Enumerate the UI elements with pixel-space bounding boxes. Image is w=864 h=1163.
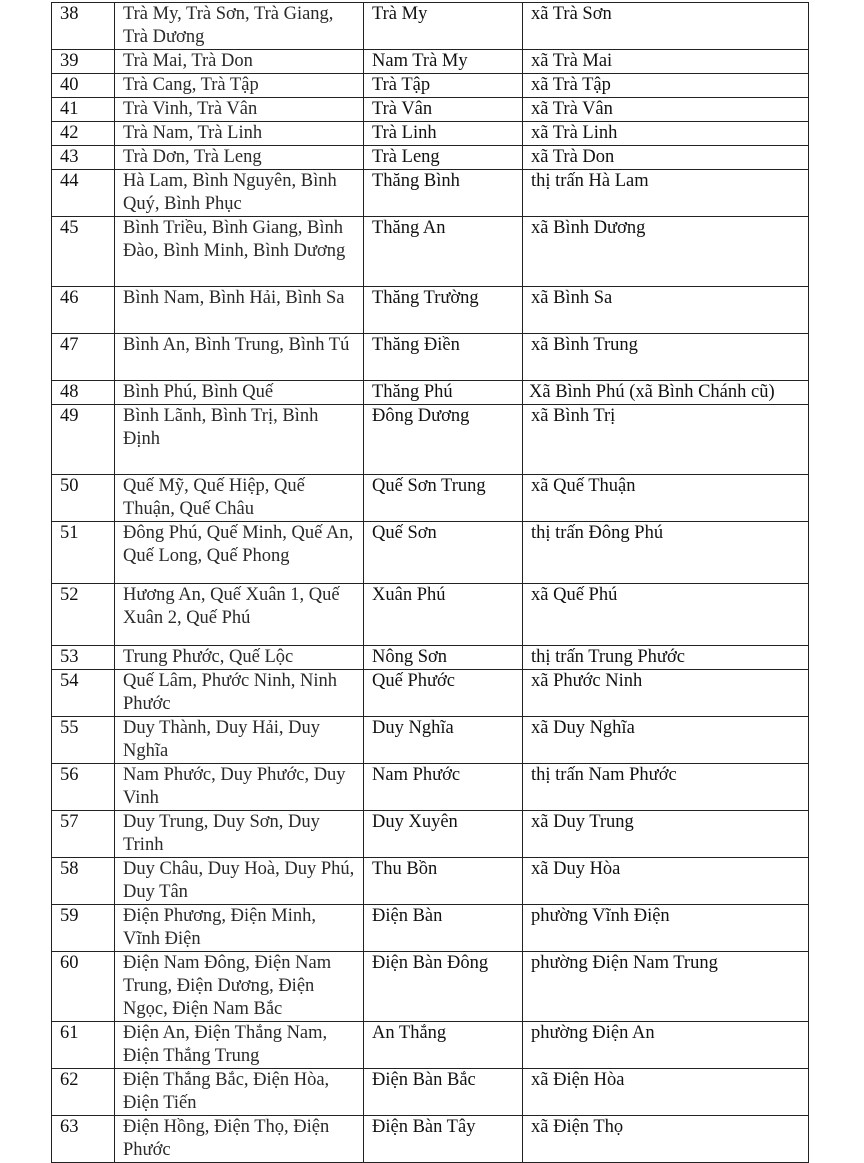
admin-seat: phường Vĩnh Điện (523, 905, 809, 952)
new-unit-name: Điện Bàn Đông (364, 952, 523, 1022)
new-unit-name: Điện Bàn Bắc (364, 1069, 523, 1116)
table-row (52, 217, 809, 287)
row-number: 41 (52, 98, 115, 122)
row-number: 43 (52, 146, 115, 170)
new-unit-name: Quế Sơn Trung (364, 475, 523, 522)
row-number: 46 (52, 287, 115, 334)
table-row (52, 98, 809, 122)
admin-seat: thị trấn Đông Phú (523, 522, 809, 584)
new-unit-name: Trà My (364, 3, 523, 50)
table-row (52, 122, 809, 146)
admin-seat: thị trấn Nam Phước (523, 764, 809, 811)
table-row (52, 3, 809, 50)
admin-seat: xã Duy Nghĩa (523, 717, 809, 764)
merged-communes: Đông Phú, Quế Minh, Quế An, Quế Long, Quế Phong (115, 522, 364, 584)
merged-communes: Trà My, Trà Sơn, Trà Giang, Trà Dương (115, 3, 364, 50)
new-unit-name: Thu Bồn (364, 858, 523, 905)
table-row (52, 170, 809, 217)
row-number: 50 (52, 475, 115, 522)
new-unit-name: Thăng Điền (364, 334, 523, 381)
table-row (52, 381, 809, 405)
new-unit-name: Trà Vân (364, 98, 523, 122)
row-number: 61 (52, 1022, 115, 1069)
new-unit-name: Nông Sơn (364, 646, 523, 670)
row-number: 52 (52, 584, 115, 646)
admin-seat: Xã Bình Phú (xã Bình Chánh cũ) (523, 381, 809, 405)
new-unit-name: Thăng Bình (364, 170, 523, 217)
new-unit-name: Thăng Trường (364, 287, 523, 334)
admin-seat: xã Quế Thuận (523, 475, 809, 522)
row-number: 47 (52, 334, 115, 381)
merged-communes: Trà Vinh, Trà Vân (115, 98, 364, 122)
table-row (52, 764, 809, 811)
table-row (52, 146, 809, 170)
table-row (52, 522, 809, 584)
new-unit-name: Điện Bàn (364, 905, 523, 952)
row-number: 51 (52, 522, 115, 584)
table-row (52, 1069, 809, 1116)
table-row (52, 905, 809, 952)
row-number: 39 (52, 50, 115, 74)
row-number: 58 (52, 858, 115, 905)
merged-communes: Trà Nam, Trà Linh (115, 122, 364, 146)
row-number: 54 (52, 670, 115, 717)
merged-communes: Hương An, Quế Xuân 1, Quế Xuân 2, Quế Phú (115, 584, 364, 646)
table-row (52, 1116, 809, 1163)
merged-communes: Điện Phương, Điện Minh, Vĩnh Điện (115, 905, 364, 952)
table-row (52, 1022, 809, 1069)
row-number: 56 (52, 764, 115, 811)
new-unit-name: Điện Bàn Tây (364, 1116, 523, 1163)
table-row (52, 50, 809, 74)
row-number: 38 (52, 3, 115, 50)
new-unit-name: Duy Nghĩa (364, 717, 523, 764)
admin-seat: phường Điện An (523, 1022, 809, 1069)
row-number: 53 (52, 646, 115, 670)
merged-communes: Quế Lâm, Phước Ninh, Ninh Phước (115, 670, 364, 717)
admin-seat: xã Điện Thọ (523, 1116, 809, 1163)
table-row (52, 584, 809, 646)
table-row (52, 334, 809, 381)
row-number: 62 (52, 1069, 115, 1116)
merged-communes: Nam Phước, Duy Phước, Duy Vinh (115, 764, 364, 811)
new-unit-name: Nam Phước (364, 764, 523, 811)
row-number: 60 (52, 952, 115, 1022)
row-number: 63 (52, 1116, 115, 1163)
admin-seat: xã Bình Trị (523, 405, 809, 475)
table-row (52, 670, 809, 717)
merged-communes: Điện Hồng, Điện Thọ, Điện Phước (115, 1116, 364, 1163)
table-row (52, 405, 809, 475)
admin-seat: phường Điện Nam Trung (523, 952, 809, 1022)
row-number: 44 (52, 170, 115, 217)
admin-seat: xã Duy Trung (523, 811, 809, 858)
admin-seat: xã Duy Hòa (523, 858, 809, 905)
row-number: 40 (52, 74, 115, 98)
table-row (52, 475, 809, 522)
merged-communes: Bình An, Bình Trung, Bình Tú (115, 334, 364, 381)
merged-communes: Bình Nam, Bình Hải, Bình Sa (115, 287, 364, 334)
table-row (52, 858, 809, 905)
row-number: 57 (52, 811, 115, 858)
new-unit-name: Thăng An (364, 217, 523, 287)
admin-seat: xã Trà Don (523, 146, 809, 170)
row-number: 42 (52, 122, 115, 146)
admin-seat: xã Trà Vân (523, 98, 809, 122)
merger-table (51, 2, 809, 1163)
new-unit-name: Trà Tập (364, 74, 523, 98)
row-number: 48 (52, 381, 115, 405)
merged-communes: Trà Cang, Trà Tập (115, 74, 364, 98)
merged-communes: Bình Phú, Bình Quế (115, 381, 364, 405)
new-unit-name: Quế Phước (364, 670, 523, 717)
new-unit-name: Trà Leng (364, 146, 523, 170)
merged-communes: Duy Thành, Duy Hải, Duy Nghĩa (115, 717, 364, 764)
table-row (52, 717, 809, 764)
admin-seat: xã Trà Mai (523, 50, 809, 74)
admin-seat: thị trấn Hà Lam (523, 170, 809, 217)
new-unit-name: Thăng Phú (364, 381, 523, 405)
new-unit-name: An Thắng (364, 1022, 523, 1069)
admin-seat: xã Điện Hòa (523, 1069, 809, 1116)
new-unit-name: Trà Linh (364, 122, 523, 146)
admin-seat: xã Trà Sơn (523, 3, 809, 50)
new-unit-name: Quế Sơn (364, 522, 523, 584)
merged-communes: Điện Thắng Bắc, Điện Hòa, Điện Tiến (115, 1069, 364, 1116)
row-number: 59 (52, 905, 115, 952)
admin-seat: thị trấn Trung Phước (523, 646, 809, 670)
admin-seat: xã Trà Linh (523, 122, 809, 146)
merged-communes: Bình Lãnh, Bình Trị, Bình Định (115, 405, 364, 475)
merged-communes: Điện Nam Đông, Điện Nam Trung, Điện Dương, Điện Ngọc, Điện Nam Bắc (115, 952, 364, 1022)
new-unit-name: Nam Trà My (364, 50, 523, 74)
admin-seat: xã Quế Phú (523, 584, 809, 646)
row-number: 45 (52, 217, 115, 287)
merged-communes: Điện An, Điện Thắng Nam, Điện Thắng Trung (115, 1022, 364, 1069)
merged-communes: Trà Dơn, Trà Leng (115, 146, 364, 170)
merged-communes: Trung Phước, Quế Lộc (115, 646, 364, 670)
admin-seat: xã Bình Sa (523, 287, 809, 334)
table-row (52, 646, 809, 670)
admin-seat: xã Phước Ninh (523, 670, 809, 717)
merged-communes: Trà Mai, Trà Don (115, 50, 364, 74)
new-unit-name: Duy Xuyên (364, 811, 523, 858)
row-number: 55 (52, 717, 115, 764)
merged-communes: Bình Triều, Bình Giang, Bình Đào, Bình Minh, Bình Dương (115, 217, 364, 287)
table-row (52, 287, 809, 334)
merged-communes: Duy Châu, Duy Hoà, Duy Phú, Duy Tân (115, 858, 364, 905)
admin-seat: xã Trà Tập (523, 74, 809, 98)
table-row (52, 952, 809, 1022)
merged-communes: Hà Lam, Bình Nguyên, Bình Quý, Bình Phục (115, 170, 364, 217)
admin-seat: xã Bình Trung (523, 334, 809, 381)
new-unit-name: Đông Dương (364, 405, 523, 475)
admin-seat: xã Bình Dương (523, 217, 809, 287)
row-number: 49 (52, 405, 115, 475)
merged-communes: Quế Mỹ, Quế Hiệp, Quế Thuận, Quế Châu (115, 475, 364, 522)
table-row (52, 74, 809, 98)
new-unit-name: Xuân Phú (364, 584, 523, 646)
merged-communes: Duy Trung, Duy Sơn, Duy Trinh (115, 811, 364, 858)
table-row (52, 811, 809, 858)
